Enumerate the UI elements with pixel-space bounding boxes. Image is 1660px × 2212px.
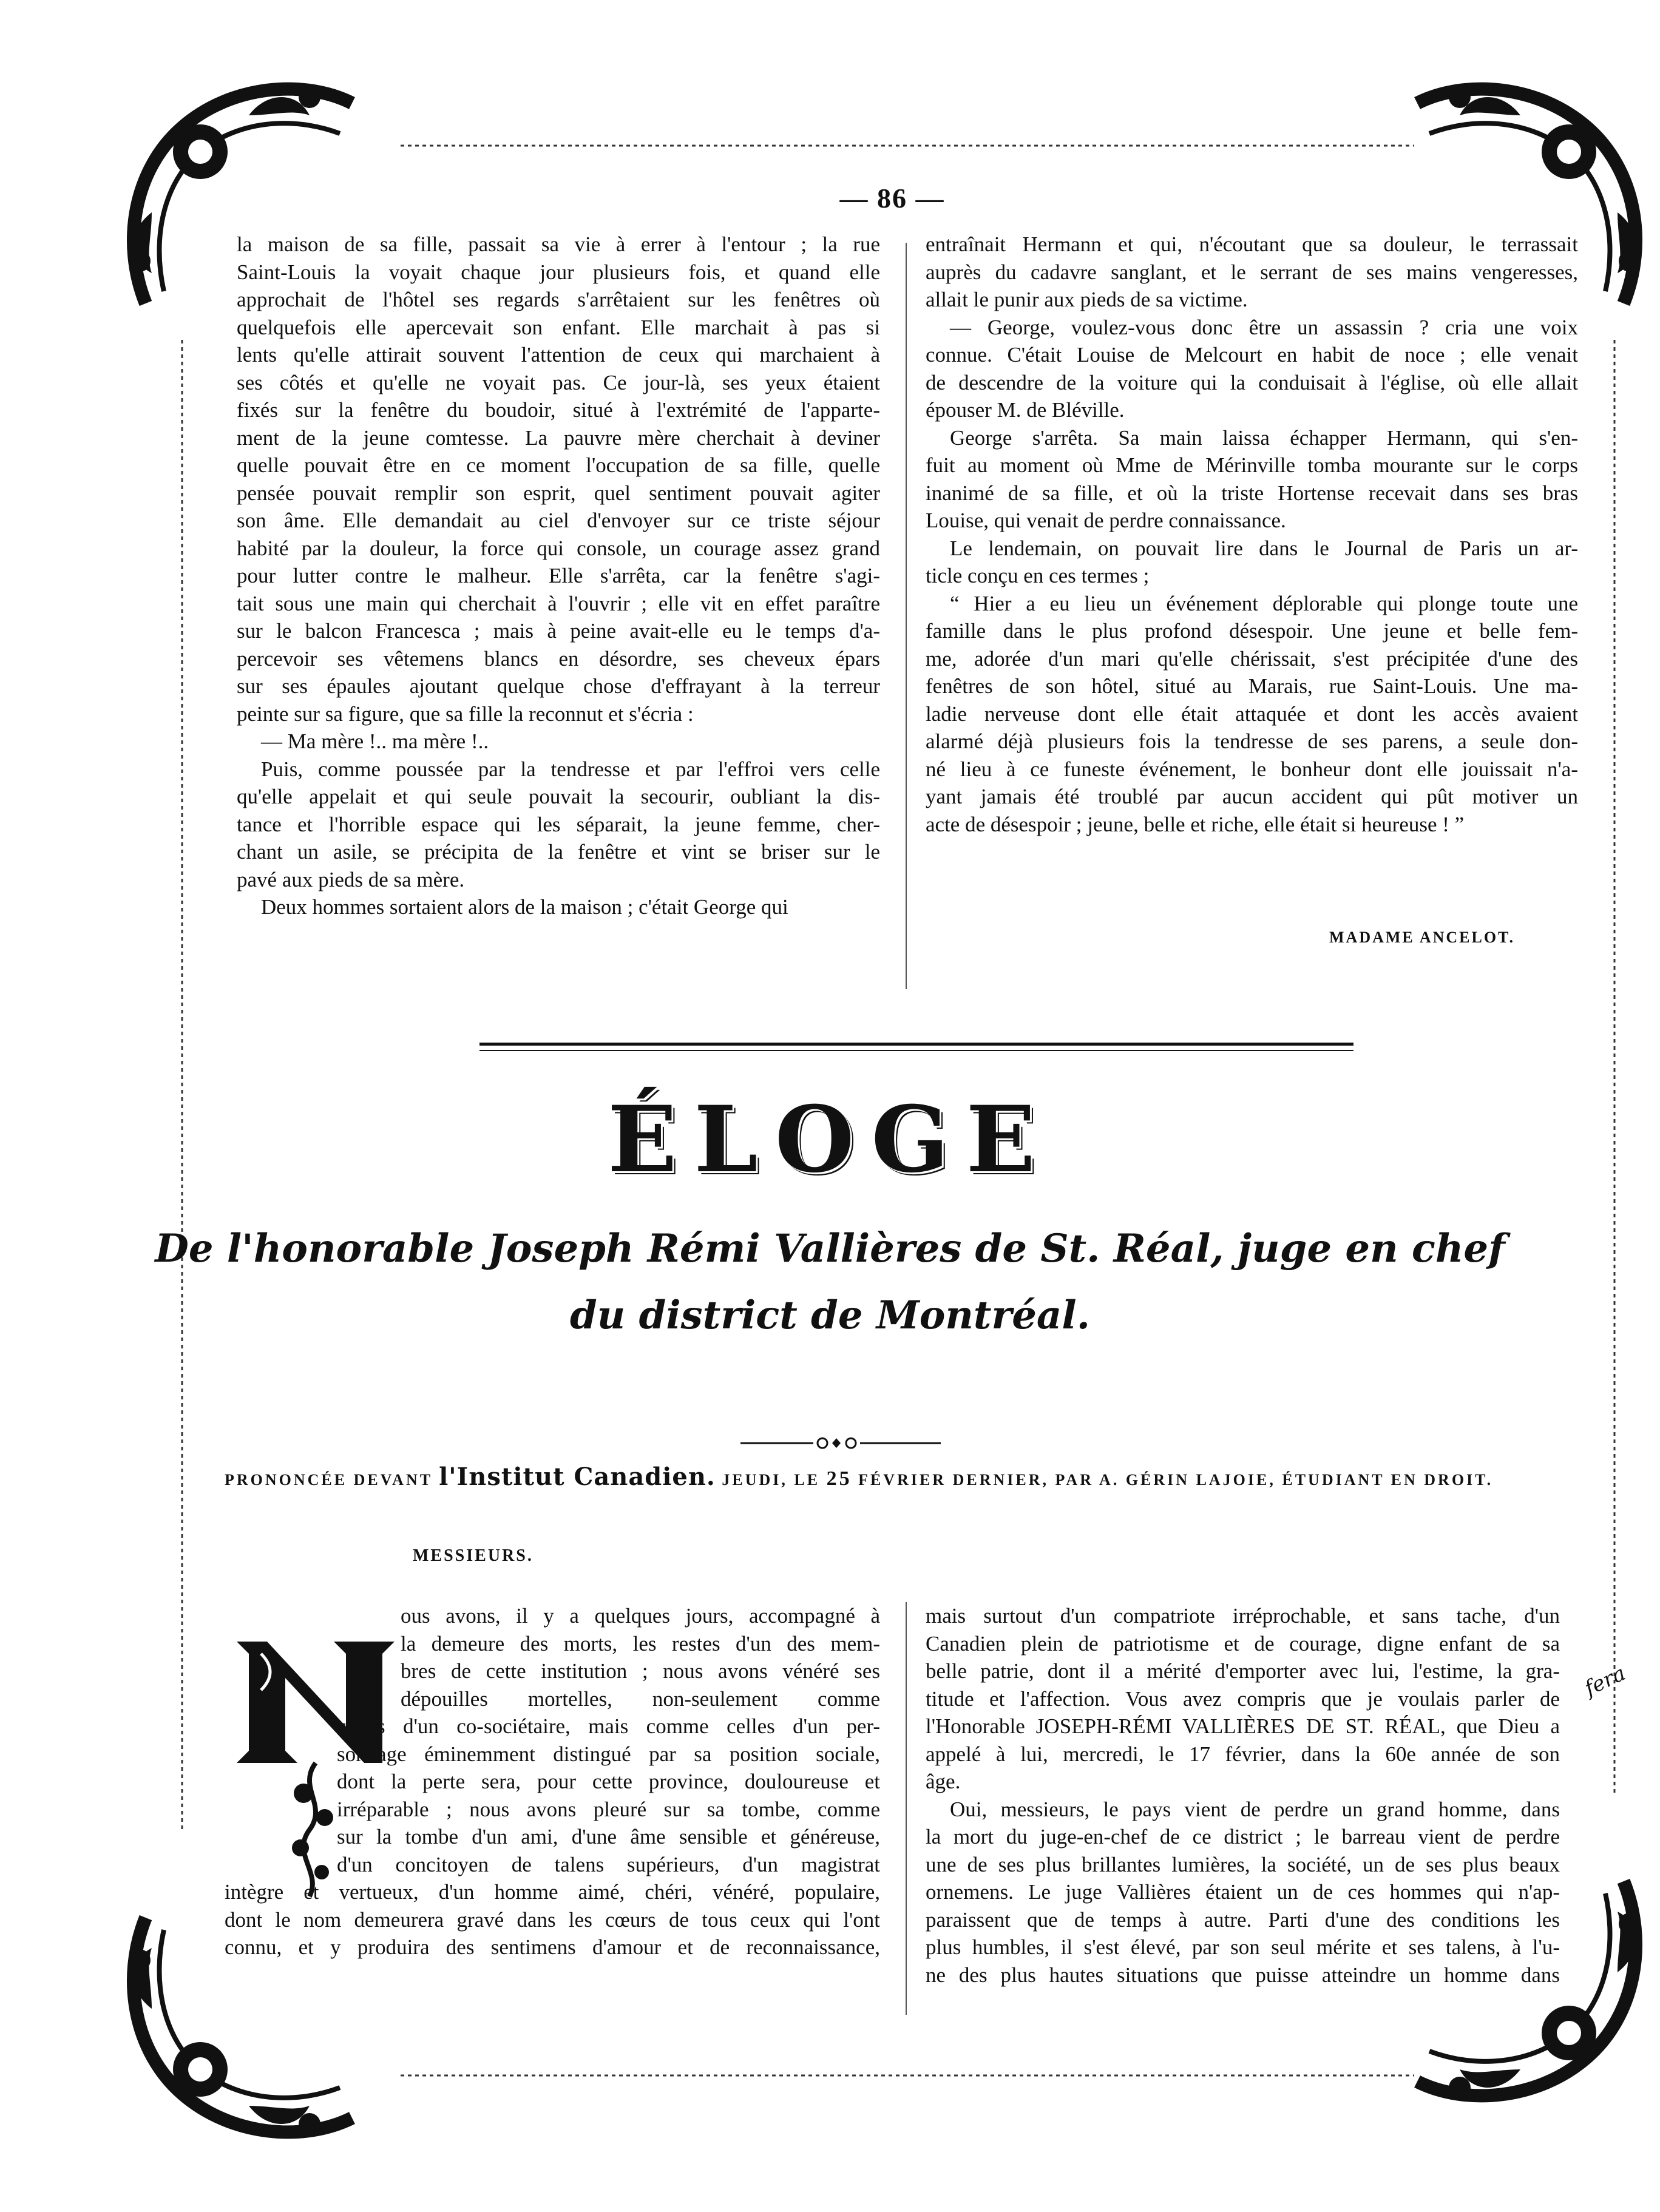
delivery-prefix: PRONONCÉE DEVANT — [225, 1471, 433, 1489]
bottom-left-column-line: d'un concitoyen de talens supérieurs, d'un magistrat — [337, 1852, 880, 1876]
section-separator — [479, 1043, 1353, 1046]
top-right-column-line: George s'arrêta. Sa main laissa échapper Hermann, qui s'en- — [950, 425, 1578, 450]
top-left-column-line: peinte sur sa figure, que sa fille la reconnut et s'écria : — [237, 702, 694, 726]
top-right-column-line: acte de désespoir ; jeune, belle et riche, elle était si heureuse ! ” — [926, 812, 1465, 836]
bottom-left-column-line: sonnage éminemment distingué par sa position sociale, — [337, 1742, 880, 1766]
top-left-column-line: sur le balcon Francesca ; mais à peine avait-elle eu le temps d'a- — [237, 619, 880, 643]
delivery-day: 25 — [826, 1467, 852, 1490]
section-separator-thin — [479, 1050, 1353, 1051]
column-divider-top — [906, 243, 907, 989]
top-left-column-line: pour lutter contre le malheur. Elle s'arrêta, car la fenêtre s'agi- — [237, 564, 880, 587]
bottom-right-column-line: ne des plus hautes situations que puisse atteindre un homme dans — [926, 1963, 1560, 1987]
top-left-column-line: tait sous une main qui cherchait à l'ouvrir ; elle vit en effet paraître — [237, 591, 880, 615]
column-divider-bottom — [906, 1602, 907, 2015]
bottom-left-column-line: celles d'un co-sociétaire, mais comme celles d'un per- — [337, 1714, 880, 1738]
top-left-column-line: son âme. Elle demandait au ciel d'envoyer sur ce triste séjour — [237, 509, 880, 532]
bottom-left-column-line: intègre et vertueux, d'un homme aimé, chéri, vénéré, populaire, — [225, 1880, 880, 1904]
top-right-column-line: auprès du cadavre sanglant, et le serrant de ses mains vengeresses, — [926, 260, 1578, 284]
delivery-suffix: FÉVRIER DERNIER, PAR A. GÉRIN LAJOIE, ÉTUDIANT EN DROIT. — [858, 1471, 1494, 1489]
top-right-column-line: né lieu à ce funeste événement, le bonheur dont elle jouissait n'a- — [926, 757, 1578, 781]
top-right-column-line: yant jamais été troublé par aucun accident qui pût motiver un — [926, 785, 1578, 808]
top-left-column-line: approchait de l'hôtel ses regards s'arrêtaient sur les fenêtres où — [237, 288, 880, 311]
bottom-left-column-line: dont le nom demeurera gravé dans les cœurs de tous ceux qui l'ont — [225, 1907, 880, 1932]
top-right-column-line: allait le punir aux pieds de sa victime. — [926, 288, 1248, 311]
top-left-column-line: tance et l'horrible espace qui les séparait, la jeune femme, cher- — [237, 812, 880, 836]
page-number: — 86 — — [839, 183, 945, 214]
top-right-column-line: alarmé déjà plusieurs fois la tendresse de ses parens, a seule don- — [926, 729, 1578, 753]
delivery-line — [225, 1463, 1560, 1491]
top-right-column-line: ticle conçu en ces termes ; — [926, 564, 1150, 587]
bottom-right-column-line: une de ses plus brillantes lumières, la société, un de ses plus beaux — [926, 1852, 1560, 1876]
handwritten-margin-note: fera — [1580, 1661, 1630, 1701]
top-left-column-line: habité par la douleur, la force qui console, un courage assez grand — [237, 536, 880, 560]
bottom-right-column-line: plus humbles, il s'est élevé, par son seul mérite et ses talens, à l'u- — [926, 1935, 1560, 1959]
top-right-column-line: entraînait Hermann et qui, n'écoutant que sa douleur, le terrassait — [926, 232, 1578, 256]
top-right-column-line: de descendre de la voiture qui la conduisait à l'église, où elle allait — [926, 370, 1578, 394]
salutation: MESSIEURS. — [413, 1546, 534, 1565]
top-right-column-line: ladie nerveuse dont elle était attaquée et dont les accès avaient — [926, 702, 1578, 726]
bottom-right-column-line: Oui, messieurs, le pays vient de perdre un grand homme, dans — [950, 1797, 1560, 1821]
bottom-left-column-line: dépouilles mortelles, non-seulement comme — [401, 1686, 880, 1711]
top-left-column-line: chant un asile, se précipita de la fenêtre et vint se briser sur le — [237, 840, 880, 864]
bottom-right-column-line: titude et l'affection. Vous avez compris que je voulais parler de — [926, 1686, 1560, 1711]
bottom-right-column-line: la mort du juge-en-chef de ce district ; le barreau vient de perdre — [926, 1825, 1560, 1848]
top-right-column-line: épouser M. de Bléville. — [926, 398, 1125, 422]
bottom-left-column-line: irréparable ; nous avons pleuré sur sa tombe, comme — [337, 1797, 880, 1821]
top-right-column-line: fuit au moment où Mme de Mérinville tomba mourante sur le corps — [926, 453, 1578, 477]
top-right-column-line: me, adorée d'un mari qu'elle chérissait, s'est précipitée d'une des — [926, 646, 1578, 671]
top-right-column-line: Louise, qui venait de perdre connaissance. — [926, 509, 1286, 532]
top-left-column-line: pensée pouvait remplir son esprit, quel sentiment pouvait agiter — [237, 481, 880, 505]
top-left-column-line: quelquefois elle apercevait son enfant. Elle marchait à pas si — [237, 315, 880, 339]
top-left-column-line: ses côtés et qu'elle ne voyait pas. Ce jour-là, ses yeux étaient — [237, 370, 880, 394]
top-left-column-line: ment de la jeune comtesse. La pauvre mère cherchait à deviner — [237, 425, 880, 450]
top-left-column-line: Deux hommes sortaient alors de la maison ; c'était George qui — [261, 895, 788, 919]
bottom-right-column-line: âge. — [926, 1770, 961, 1793]
top-left-column-line: lents qu'elle attirait souvent l'attention de ceux qui marchaient à — [237, 343, 880, 367]
bottom-right-column-line: ornemens. Le juge Vallières étaient un de ces hommes qui n'ap- — [926, 1880, 1560, 1904]
rule-ornament-icon — [740, 1436, 941, 1450]
bottom-left-column-line: dont la perte sera, pour cette province, douloureuse et — [337, 1770, 880, 1793]
eloge-subtitle-line-2: du district de Montréal. — [570, 1293, 1090, 1338]
top-left-column-line: pavé aux pieds de sa mère. — [237, 867, 465, 891]
bottom-right-column-line: appelé à lui, mercredi, le 17 février, dans la 60e année de son — [926, 1742, 1560, 1766]
bottom-right-column-line: l'Honorable JOSEPH-RÉMI VALLIÈRES DE ST. RÉAL, que Dieu a — [926, 1714, 1560, 1738]
institut-name: l'Institut Canadien. — [439, 1463, 716, 1491]
bottom-right-column — [926, 1602, 1560, 1989]
bottom-right-column-line: Canadien plein de patriotisme et de courage, digne enfant de sa — [926, 1631, 1560, 1656]
bottom-right-column-line: belle patrie, dont il a mérité d'emporter avec lui, l'estime, la gra- — [926, 1659, 1560, 1683]
top-left-column-line: fixés sur la fenêtre du boudoir, situé à l'extrémité de l'apparte- — [237, 398, 880, 422]
top-right-column-line: — George, voulez-vous donc être un assassin ? cria une voix — [950, 315, 1578, 339]
bottom-left-column-line: connu, et y produira des sentimens d'amour et de reconnaissance, — [225, 1935, 880, 1959]
bottom-left-column-line: ous avons, il y a quelques jours, accompagné à — [401, 1604, 880, 1628]
top-right-column — [926, 231, 1578, 838]
top-left-column-line: — Ma mère !.. ma mère !.. — [261, 729, 489, 753]
top-right-column-line: connue. C'était Louise de Melcourt en habit de noce ; elle venait — [926, 343, 1578, 367]
eloge-title: ÉLOGE — [608, 1086, 1052, 1193]
delivery-jeudi: JEUDI, LE — [722, 1471, 821, 1489]
bottom-right-column-line: mais surtout d'un compatriote irréprochable, et sans tache, d'un — [926, 1604, 1560, 1628]
top-right-column-line: inanimé de sa fille, et où la triste Hortense recevait dans ses bras — [926, 481, 1578, 505]
bottom-left-column-line: la demeure des morts, les restes d'un des mem- — [401, 1631, 880, 1656]
bottom-left-column-line: bres de cette institution ; nous avons vénéré ses — [401, 1659, 880, 1683]
top-left-column-line: Saint-Louis la voyait chaque jour plusieurs fois, et quand elle — [237, 260, 880, 284]
top-left-column-line: la maison de sa fille, passait sa vie à errer à l'entour ; la rue — [237, 232, 880, 256]
author-signature: MADAME ANCELOT. — [1329, 928, 1515, 946]
top-left-column-line: qu'elle appelait et qui seule pouvait la secourir, oubliant la dis- — [237, 785, 880, 808]
top-left-column-line: quelle pouvait être en ce moment l'occupation de sa fille, quelle — [237, 453, 880, 477]
bottom-left-column-line: sur la tombe d'un ami, d'une âme sensible et généreuse, — [337, 1825, 880, 1848]
bottom-left-column-top — [225, 1602, 880, 1961]
top-left-column — [237, 231, 880, 921]
top-right-column-line: Le lendemain, on pouvait lire dans le Journal de Paris un ar- — [950, 536, 1578, 560]
top-left-column-line: Puis, comme poussée par la tendresse et par l'effroi vers celle — [261, 757, 880, 781]
top-right-column-line: famille dans le plus profond désespoir. Une jeune et belle fem- — [926, 619, 1578, 643]
top-left-column-line: sur ses épaules ajoutant quelque chose d'effrayant à la terreur — [237, 674, 880, 698]
top-right-column-line: fenêtres de son hôtel, situé au Marais, rue Saint-Louis. Une ma- — [926, 674, 1578, 698]
bottom-right-column-line: paraissent que de temps à autre. Parti d'une des conditions les — [926, 1907, 1560, 1932]
top-left-column-line: percevoir ses vêtemens blancs en désordre, ses cheveux épars — [237, 646, 880, 671]
eloge-subtitle-line-1: De l'honorable Joseph Rémi Vallières de St. Réal, juge en chef — [155, 1226, 1505, 1271]
top-right-column-line: “ Hier a eu lieu un événement déplorable qui plonge toute une — [950, 591, 1578, 615]
